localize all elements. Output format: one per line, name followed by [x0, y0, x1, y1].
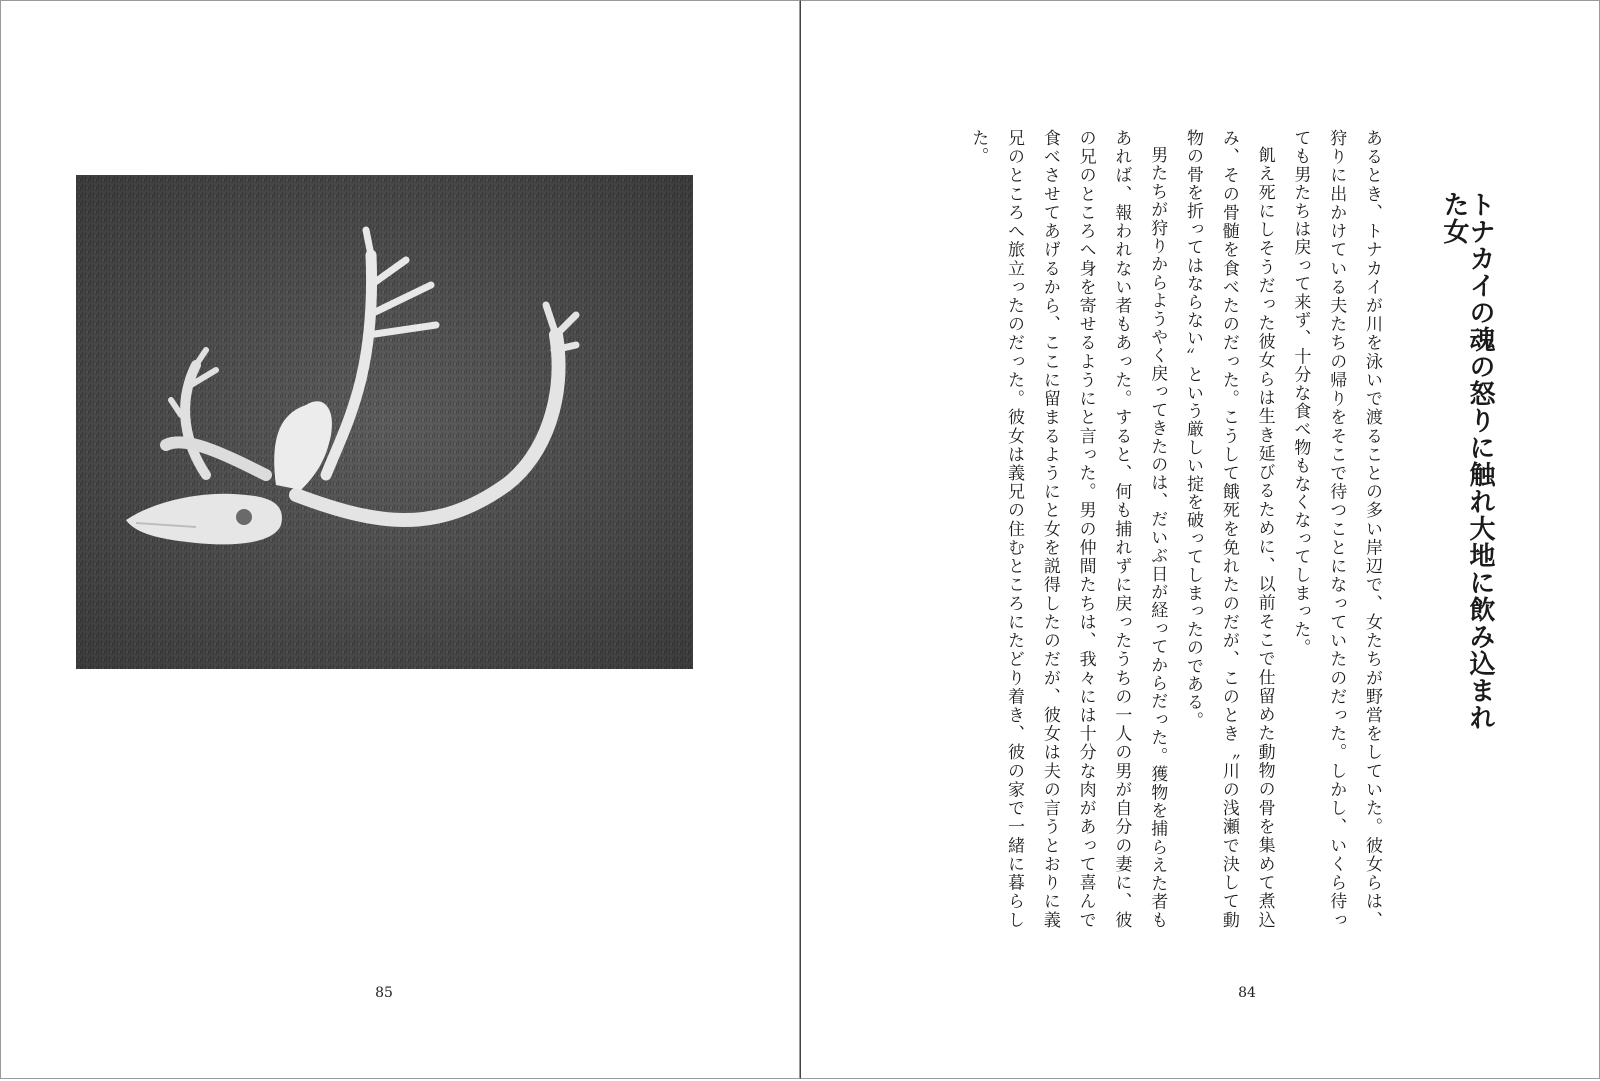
- caribou-antler-photo: [76, 175, 693, 669]
- left-page: [0, 0, 800, 1079]
- page-number-right: 84: [1238, 985, 1256, 1001]
- antler-skull-illustration: [76, 175, 693, 669]
- page-number-left: 85: [375, 985, 393, 1001]
- story-body: [909, 129, 1389, 929]
- paragraph-3: 男たちが狩りからようやく戻ってきたのは、だいぶ日が経ってからだった。獲物を捕らえた者もあれば、報われない者もあった。すると、何も捕れずに戻ったうちの一人の男が自分の妻に、彼の兄のところへ身を寄せるようにと言った。男の仲間たちは、我々には十分な肉があって喜んで食べさせてあげるから、ここに留まるようにと女を説得したのだが、彼女は夫の言うとおりに義兄のところへ旅立ったのだった。彼女は義兄の住むところにたどり着き、彼の家で一緒に暮らした。: [968, 129, 1168, 929]
- right-page: [800, 0, 1600, 1079]
- paragraph-1: あるとき、トナカイが川を泳いで渡ることの多い岸辺で、女たちが野営をしていた。彼女らは、狩りに出かけている夫たちの帰りをそこで待つことになっていたのだった。しかし、いくら待っても男たちは戻って来ず、十分な食べ物もなくなってしまった。: [1290, 129, 1382, 929]
- story-title: トナカイの魂の怒りに触れ大地に飲み込まれた女: [1439, 191, 1495, 731]
- paragraph-2: 飢え死にしそうだった彼女らは生き延びるために、以前そこで仕留めた動物の骨を集めて煮込み、その骨髄を食べたのだった。こうして餓死を免れたのだが、このとき〝川の浅瀬で決して動物の骨を折ってはならない〟という厳しい掟を破ってしまったのである。: [1183, 129, 1275, 929]
